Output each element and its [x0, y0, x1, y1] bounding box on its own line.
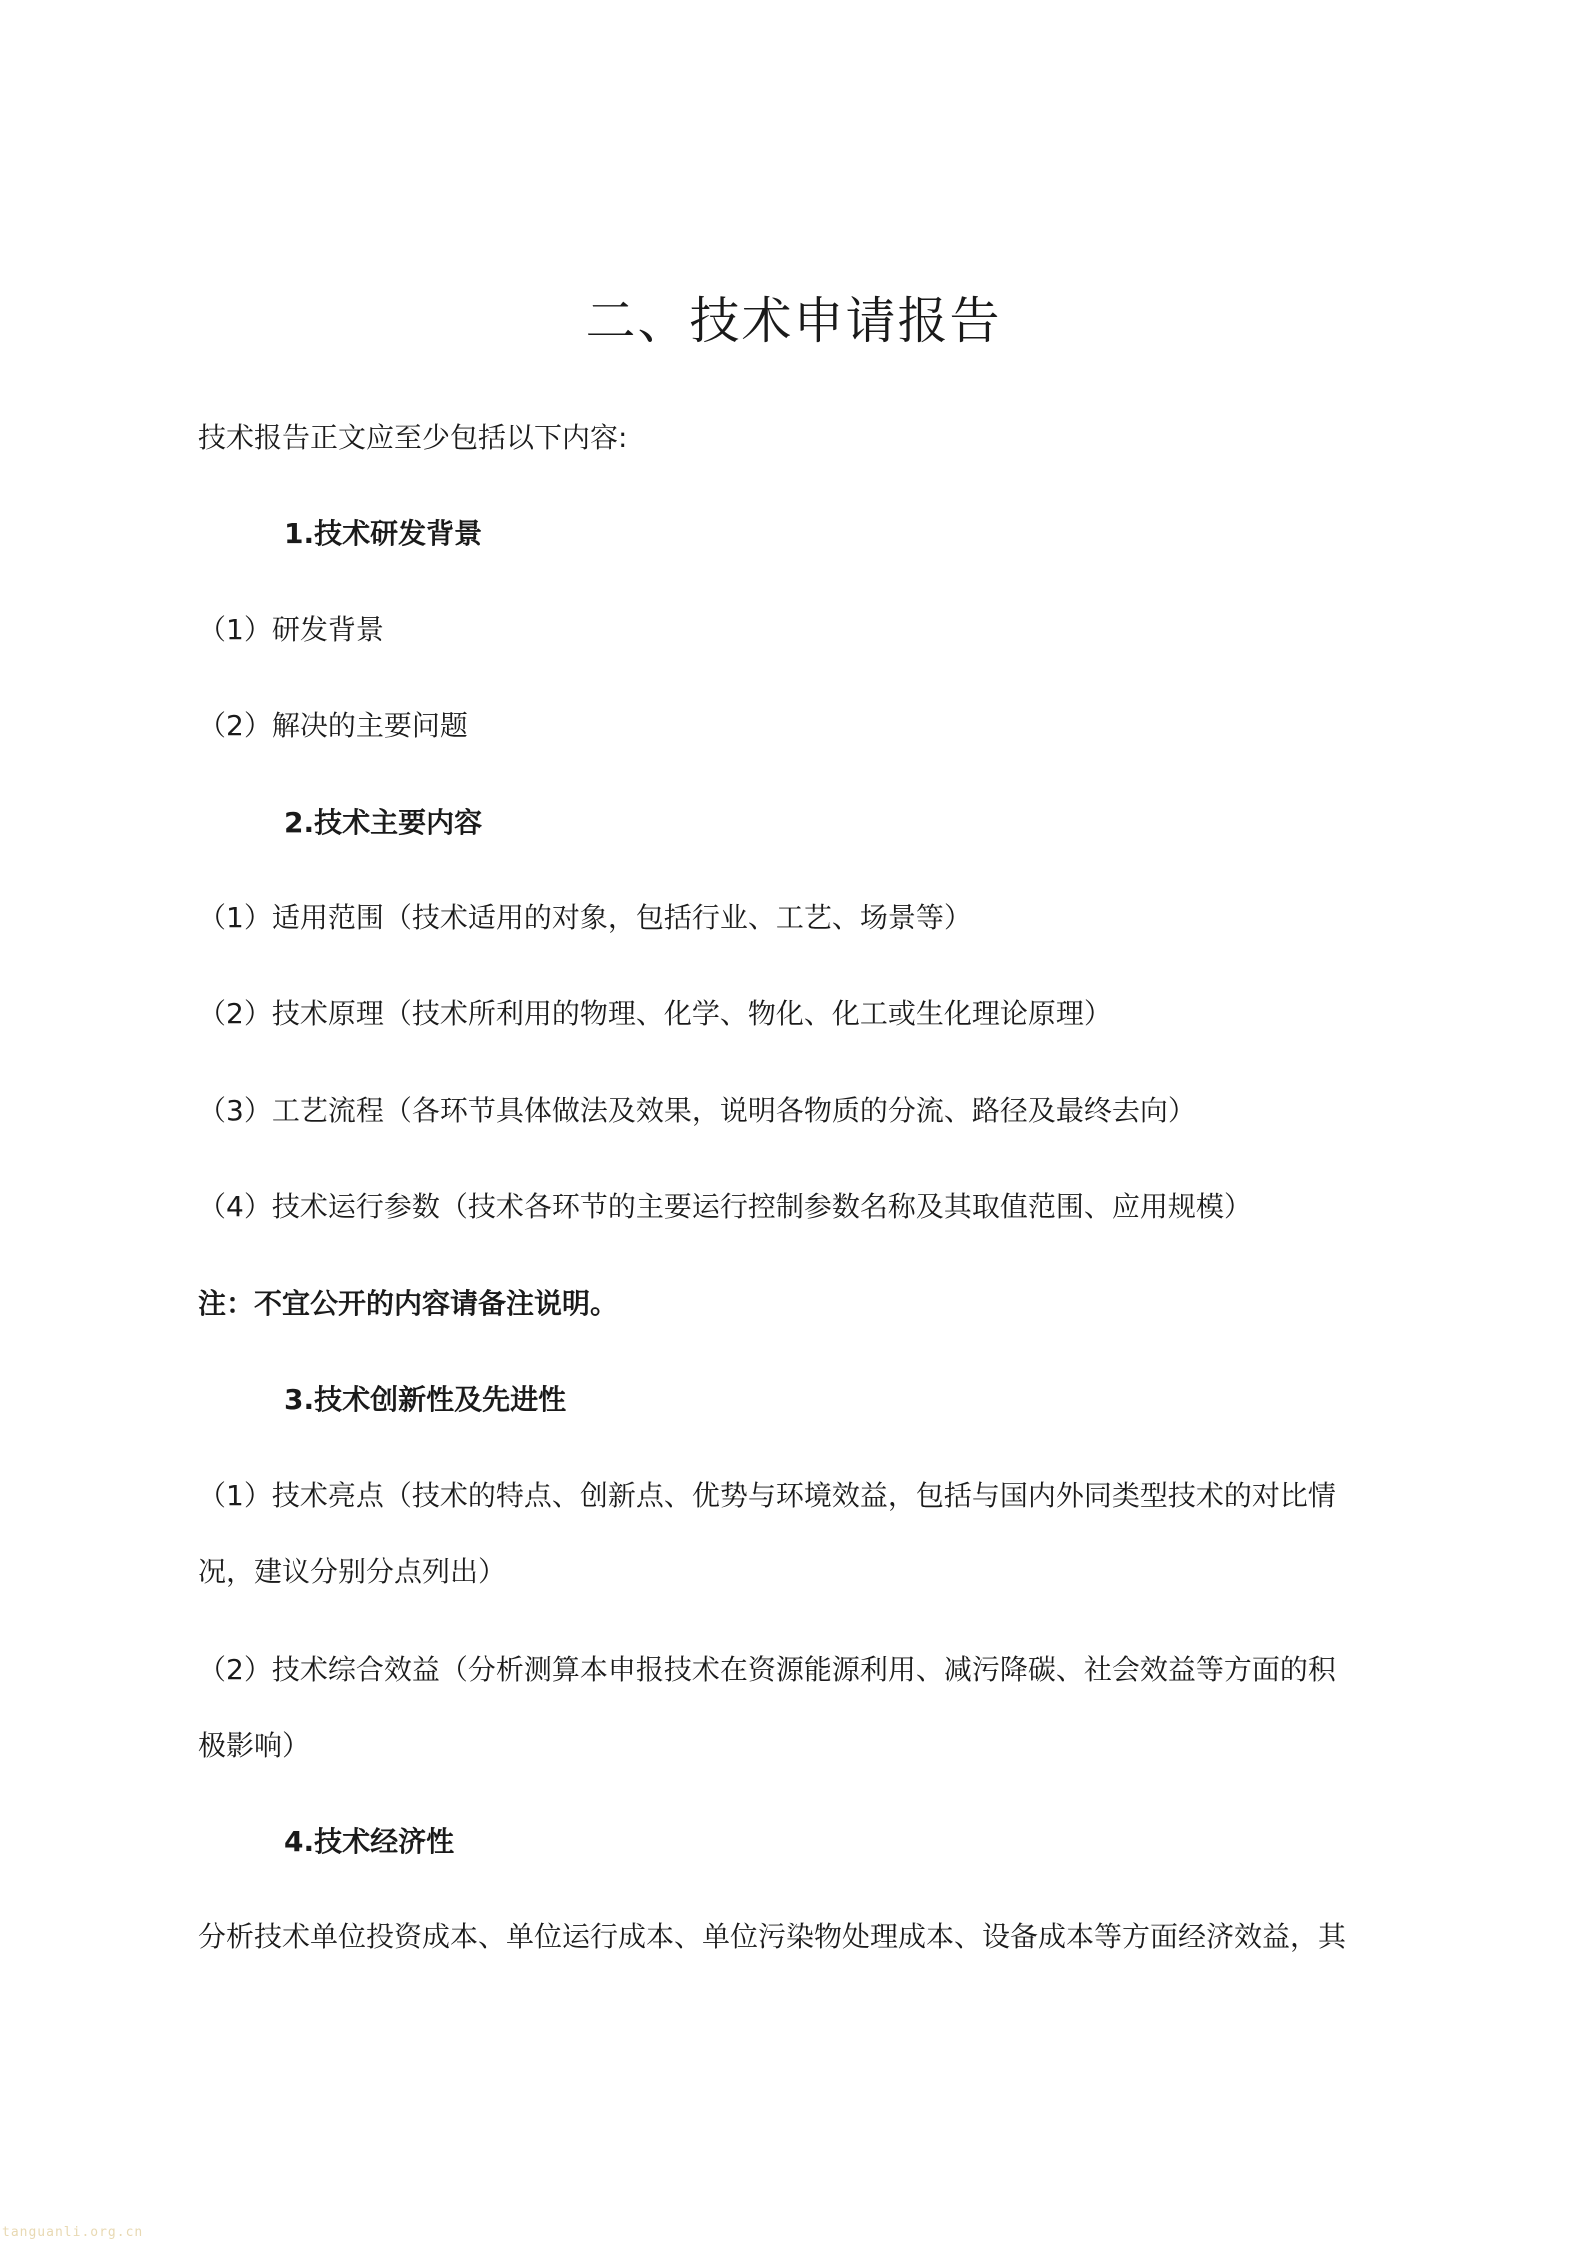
section-2-item-4: （4）技术运行参数（技术各环节的主要运行控制参数名称及其取值范围、应用规模） — [198, 1190, 1252, 1223]
section-2-heading: 2.技术主要内容 — [284, 806, 483, 839]
section-3-item-1-line-2: 况，建议分别分点列出） — [198, 1555, 507, 1588]
section-3-item-2-line-2: 极影响） — [198, 1729, 311, 1762]
section-3-heading: 3.技术创新性及先进性 — [284, 1383, 567, 1416]
section-1-item-2: （2）解决的主要问题 — [198, 709, 468, 742]
note-text: 注：不宜公开的内容请备注说明。 — [198, 1287, 619, 1320]
section-2-item-3: （3）工艺流程（各环节具体做法及效果，说明各物质的分流、路径及最终去向） — [198, 1094, 1196, 1127]
section-4-text-line-1: 分析技术单位投资成本、单位运行成本、单位污染物处理成本、设备成本等方面经济效益，其 — [198, 1920, 1347, 1953]
watermark-text: tanguanli.org.cn — [2, 2225, 144, 2240]
section-3-item-2-line-1: （2）技术综合效益（分析测算本申报技术在资源能源利用、减污降碳、社会效益等方面的积 — [198, 1653, 1336, 1686]
section-2-item-1: （1）适用范围（技术适用的对象，包括行业、工艺、场景等） — [198, 901, 972, 934]
page-title: 二、技术申请报告 — [585, 292, 1002, 350]
intro-text: 技术报告正文应至少包括以下内容: — [198, 421, 628, 454]
section-2-item-2: （2）技术原理（技术所利用的物理、化学、物化、化工或生化理论原理） — [198, 997, 1112, 1030]
section-1-heading: 1.技术研发背景 — [284, 517, 483, 550]
section-4-heading: 4.技术经济性 — [284, 1825, 455, 1858]
section-1-item-1: （1）研发背景 — [198, 613, 384, 646]
section-3-item-1-line-1: （1）技术亮点（技术的特点、创新点、优势与环境效益，包括与国内外同类型技术的对比情 — [198, 1479, 1336, 1512]
